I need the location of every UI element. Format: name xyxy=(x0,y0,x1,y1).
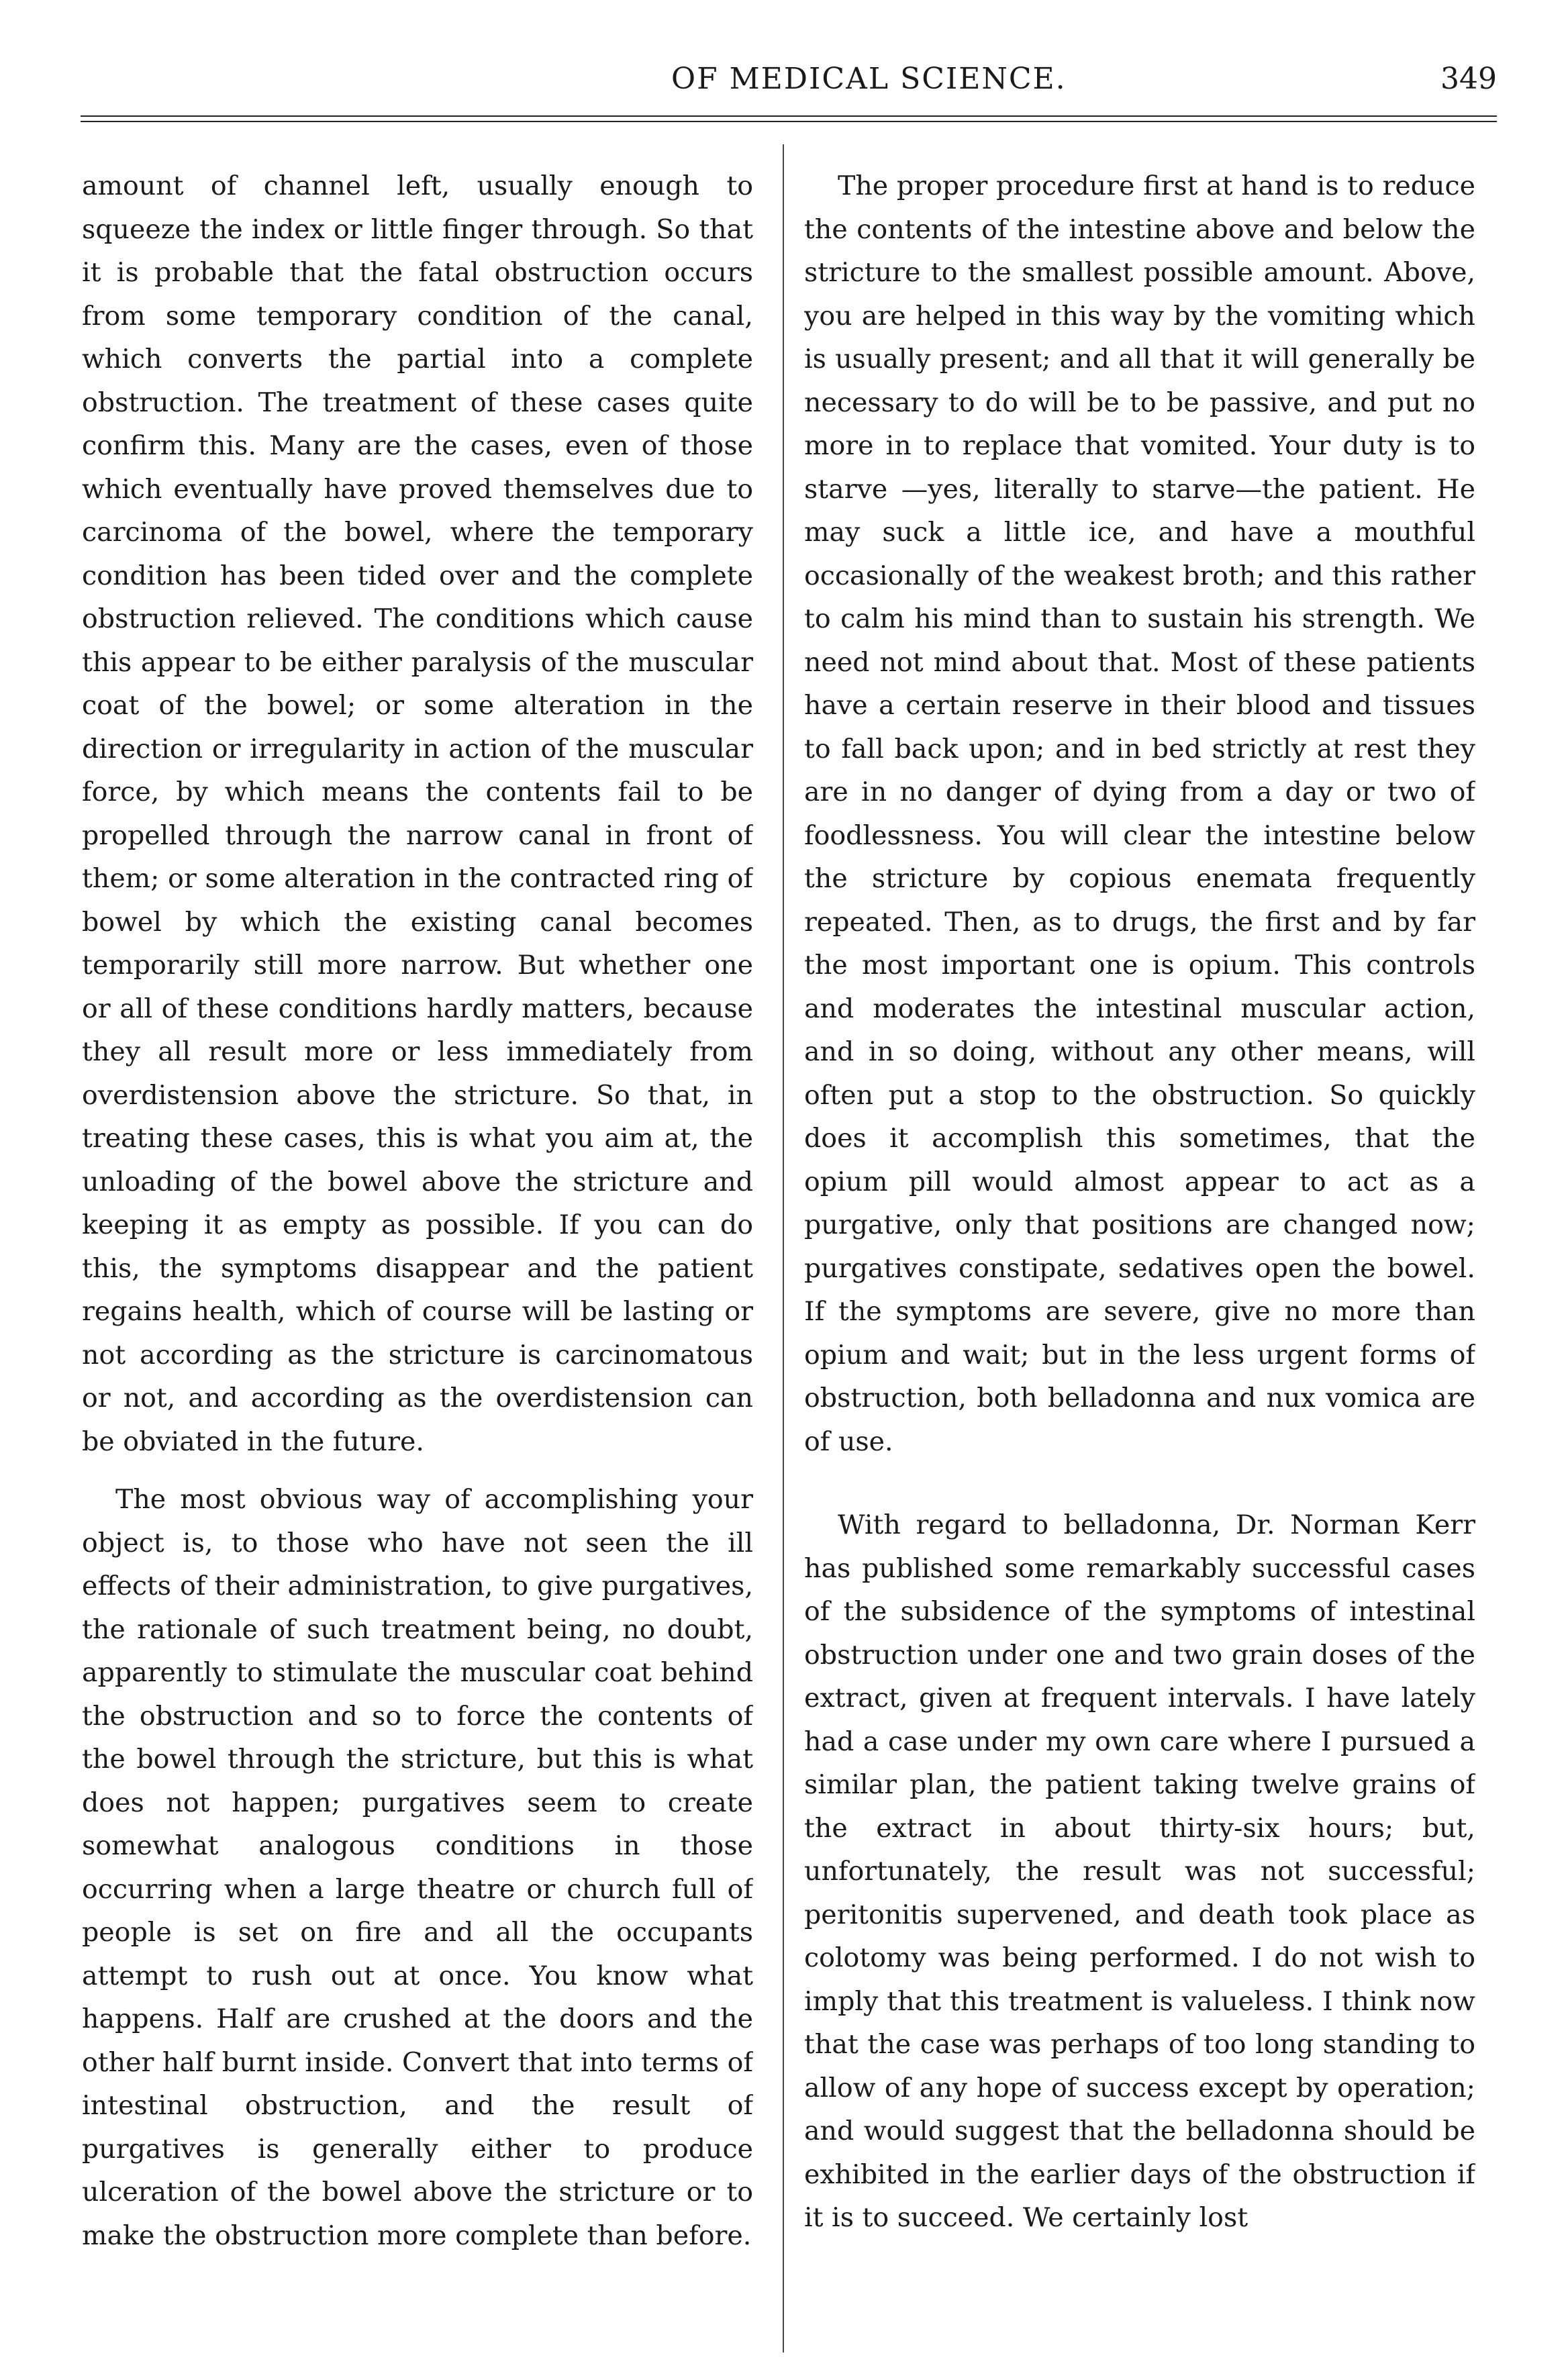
header-rule-top xyxy=(81,115,1497,117)
right-paragraph-2: With regard to belladonna, Dr. Norman Kerr has published some remarkably successful cases of the subsidence of the symptoms of intestinal obstruction under one and two grain doses of the extract, given at frequent intervals. I have lately had a case under my own care where I pursued a similar plan, the patient taking twelve grains of the extract in about thirty-six hours; but, unfortunately, the result was not successful; peritonitis supervened, and death took place as colotomy was being performed. I do not wish to imply that this treatment is valueless. I think now that the case was perhaps of too long standing to allow of any hope of success except by operation; and would suggest that the belladonna should be exhibited in the earlier days of the obstruction if it is to succeed. We certainly lost xyxy=(804,1509,1475,2233)
left-column xyxy=(82,164,753,2346)
left-paragraph-1: amount of channel left, usually enough to squeeze the index or little finger through. So that it is probable that the fatal obstruction occurs from some temporary condition of the canal, which converts the partial into a complete obstruction. The treatment of these cases quite confirm this. Many are the cases, even of those which eventually have proved themselves due to carcinoma of the bowel, where the temporary condition has been tided over and the complete obstruction relieved. The conditions which cause this appear to be either paralysis of the muscular coat of the bowel; or some alteration in the direction or irregularity in action of the muscular force, by which means the contents fail to be propelled through the narrow canal in front of them; or some alteration in the contracted ring of bowel by which the existing canal becomes temporarily still more narrow. But whether one or all of these conditions hardly matters, because they all result more or less immediately from overdistension above the stricture. So that, in treating these cases, this is what you aim at, the unloading of the bowel above the stricture and keeping it as empty as possible. If you can do this, the symptoms disappear and the patient regains health, which of course will be lasting or not according as the stricture is carcinomatous or not, and according as the overdistension can be obviated in the future. xyxy=(82,170,753,1457)
header-rule-bottom xyxy=(81,121,1497,122)
right-paragraph-1: The proper procedure first at hand is to reduce the contents of the intestine above and below the stricture to the smallest possible amount. Above, you are helped in this way by the vomiting which is usually present; and all that it will generally be necessary to do will be to be passive, and put no more in to replace that vomited. Your duty is to starve —yes, literally to starve—the patient. He may suck a little ice, and have a mouthful occasionally of the weakest broth; and this rather to calm his mind than to sustain his strength. We need not mind about that. Most of these patients have a certain reserve in their blood and tissues to fall back upon; and in bed strictly at rest they are in no danger of dying from a day or two of foodlessness. You will clear the intestine below the stricture by copious enemata frequently repeated. Then, as to drugs, the first and by far the most important one is opium. This controls and moderates the intestinal muscular action, and in so doing, without any other means, will often put a stop to the obstruction. So quickly does it accomplish this sometimes, that the opium pill would almost appear to act as a purgative, only that positions are changed now; purgatives constipate, sedatives open the bowel. If the symptoms are severe, give no more than opium and wait; but in the less urgent forms of obstruction, both belladonna and nux vomica are of use. xyxy=(804,170,1475,1457)
running-head xyxy=(81,62,1497,109)
journal-title: OF MEDICAL SCIENCE. xyxy=(671,62,1067,96)
column-divider xyxy=(783,144,784,2352)
page-number: 349 xyxy=(1440,62,1497,96)
right-column xyxy=(804,164,1475,2346)
left-paragraph-2: The most obvious way of accomplishing your object is, to those who have not seen the ill effects of their administration, to give purgatives, the rationale of such treatment being, no doubt, apparently to stimulate the muscular coat behind the obstruction and so to force the contents of the bowel through the stricture, but this is what does not happen; purgatives seem to create somewhat analogous conditions in those occurring when a large theatre or church full of people is set on fire and all the occupants attempt to rush out at once. You know what happens. Half are crushed at the doors and the other half burnt inside. Convert that into terms of intestinal obstruction, and the result of purgatives is generally either to produce ulceration of the bowel above the stricture or to make the obstruction more complete than before. xyxy=(82,1484,753,2251)
